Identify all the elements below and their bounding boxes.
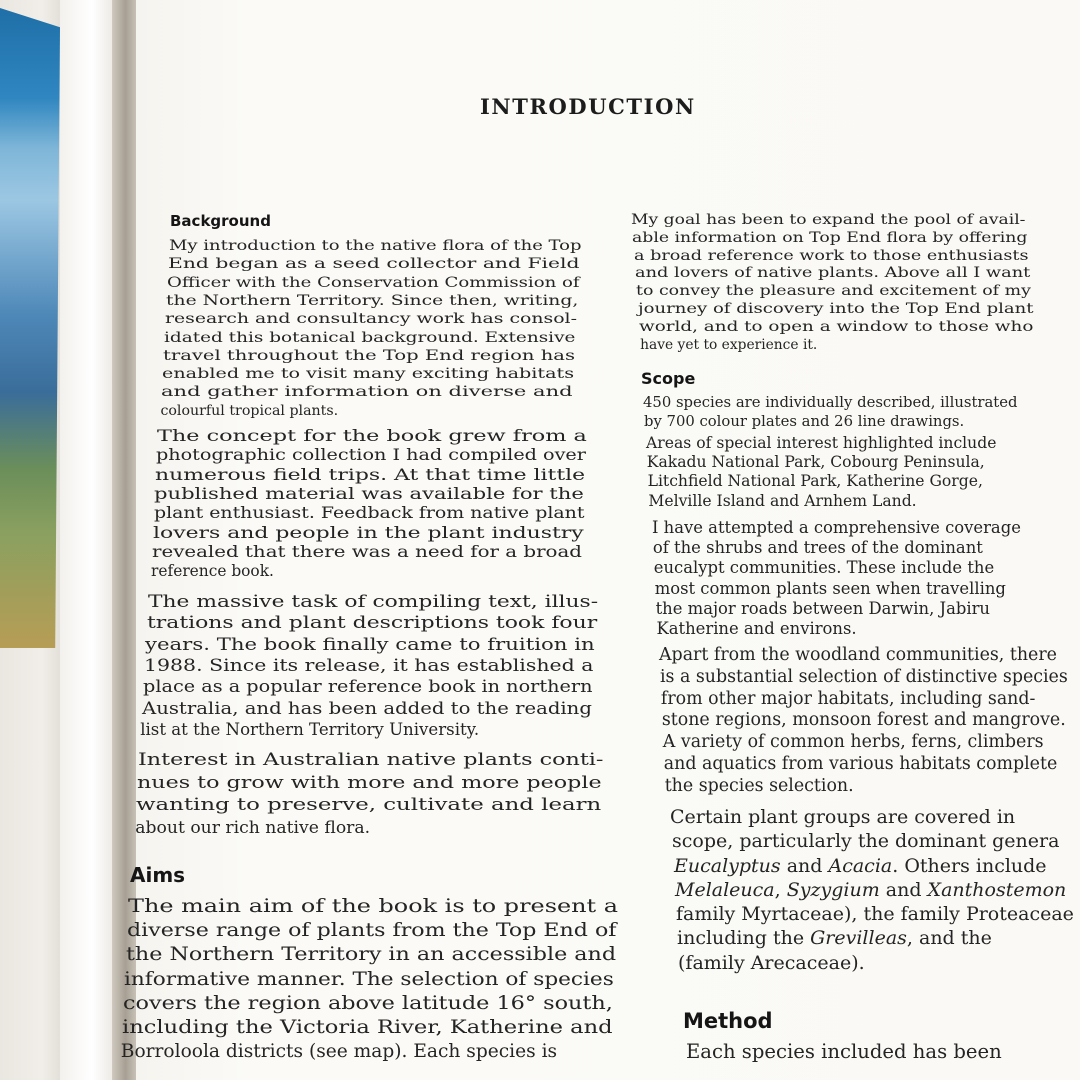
method-heading: Method (683, 1009, 773, 1033)
text-line: research and consultancy work has consol- (165, 311, 578, 328)
cover-photo-strip (0, 8, 60, 648)
text-line: a broad reference work to those enthusiasts (633, 247, 1029, 264)
text-line: Kakadu National Park, Cobourg Peninsula, (646, 453, 985, 472)
text-line: the Northern Territory. Since then, writing, (166, 292, 579, 309)
text-line: trations and plant descriptions took four (146, 613, 597, 633)
text-line: Areas of special interest highlighted include (646, 434, 997, 452)
text-line: lovers and people in the plant industry (152, 523, 584, 542)
text-line: My goal has been to expand the pool of avail- (631, 212, 1026, 228)
text-line: Certain plant groups are covered in (670, 806, 1016, 828)
text-line: informative manner. The selection of species (124, 968, 615, 990)
text-line: Each species included has been (686, 1040, 1002, 1063)
aims-heading: Aims (130, 863, 186, 887)
text-line: plant enthusiast. Feedback from native plant (153, 504, 585, 523)
text-line: The massive task of compiling text, illus- (148, 592, 599, 611)
text-line: nues to grow with more and more people (137, 772, 602, 793)
text-line: place as a popular reference book in northern (142, 677, 593, 697)
genus-name: Syzygium (786, 879, 880, 901)
text-line: the major roads between Darwin, Jabiru (655, 598, 990, 618)
text-line: years. The book finally came to fruition in (145, 634, 596, 654)
text-fragment: and (780, 855, 829, 877)
text-line: revealed that there was a need for a broad (151, 542, 582, 561)
text-line: including the Victoria River, Katherine and (122, 1017, 613, 1038)
text-line: have yet to experience it. (640, 336, 818, 353)
text-line: Apart from the woodland communities, there (659, 645, 1057, 665)
text-line: of the shrubs and trees of the dominant (652, 538, 983, 558)
text-fragment: . Others include (892, 855, 1047, 877)
text-line: Officer with the Conservation Commission of (167, 274, 580, 291)
text-line: the Northern Territory in an accessible and (125, 944, 616, 966)
text-line: My introduction to the native flora of the Top (169, 238, 582, 254)
text-fragment: , and the (906, 927, 992, 949)
text-line: list at the Northern Territory University. (140, 719, 480, 739)
text-line: and lovers of native plants. Above all I want (634, 265, 1031, 282)
genus-name: Eucalyptus (674, 855, 781, 877)
page-title: INTRODUCTION (480, 94, 696, 119)
text-line (674, 855, 1047, 877)
background-heading: Background (170, 212, 271, 230)
text-line: Interest in Australian native plants conti- (138, 750, 604, 770)
text-line: is a substantial selection of distinctive species (659, 666, 1068, 687)
text-line: published material was available for the (154, 484, 585, 503)
text-line: most common plants seen when travelling (654, 578, 1006, 598)
text-line: able information on Top End flora by offering (632, 229, 1028, 246)
text-line: covers the region above latitude 16° south, (123, 992, 614, 1014)
text-line: wanting to preserve, cultivate and learn (136, 795, 602, 815)
text-line: family Myrtaceae), the family Proteaceae (676, 903, 1074, 925)
text-fragment: , (774, 879, 787, 901)
text-line: from other major habitats, including sand- (660, 688, 1036, 709)
text-line: numerous field trips. At that time little (155, 465, 586, 484)
text-line: Litchfield National Park, Katherine Gorge, (647, 472, 983, 491)
text-line: 450 species are individually described, illustrated (643, 394, 1018, 411)
text-line: 1988. Since its release, it has established a (144, 655, 594, 675)
text-line (675, 879, 1066, 901)
text-line: scope, particularly the dominant genera (672, 830, 1060, 852)
text-line: enabled me to visit many exciting habitats (162, 366, 575, 383)
text-line: by 700 colour plates and 26 line drawings. (644, 412, 965, 430)
text-line: the species selection. (664, 775, 854, 796)
text-line: Australia, and has been added to the reading (141, 698, 592, 718)
text-line: A variety of common herbs, ferns, climbers (662, 732, 1044, 753)
text-line: colourful tropical plants. (160, 402, 339, 419)
text-line: Katherine and environs. (656, 619, 857, 638)
text-line: photographic collection I had compiled over (156, 446, 587, 465)
text-fragment: including the (677, 927, 811, 949)
text-line: about our rich native flora. (135, 817, 371, 838)
text-line: Melville Island and Arnhem Land. (648, 491, 917, 510)
scope-heading: Scope (641, 369, 696, 388)
text-line: End began as a seed collector and Field (168, 256, 580, 273)
genus-name: Grevilleas (810, 927, 907, 949)
text-line: and aquatics from various habitats complete (663, 754, 1058, 774)
genus-name: Xanthostemon (927, 879, 1067, 901)
text-line: to convey the pleasure and excitement of my (636, 283, 1032, 300)
text-line (677, 927, 992, 949)
text-line: diverse range of plants from the Top End of (126, 920, 617, 942)
text-line: and gather information on diverse and (161, 384, 573, 401)
text-line: I have attempted a comprehensive coverage (652, 518, 1021, 537)
text-line: journey of discovery into the Top End plant (637, 301, 1034, 317)
text-line: eucalypt communities. These include the (653, 558, 995, 578)
text-line: idated this botanical background. Extensive (164, 329, 576, 346)
text-line: reference book. (151, 562, 274, 581)
text-line: The concept for the book grew from a (157, 427, 587, 445)
text-line: travel throughout the Top End region has (163, 347, 576, 364)
text-fragment: and (879, 879, 928, 901)
text-line: (family Arecaceae). (678, 952, 865, 974)
genus-name: Melaleuca (675, 879, 775, 901)
genus-name: Acacia (828, 855, 893, 877)
text-line: stone regions, monsoon forest and mangrove. (661, 710, 1066, 731)
text-line: The main aim of the book is to present a (128, 896, 619, 917)
text-line: world, and to open a window to those who (638, 318, 1034, 335)
text-line: Borroloola districts (see map). Each species is (120, 1041, 558, 1063)
